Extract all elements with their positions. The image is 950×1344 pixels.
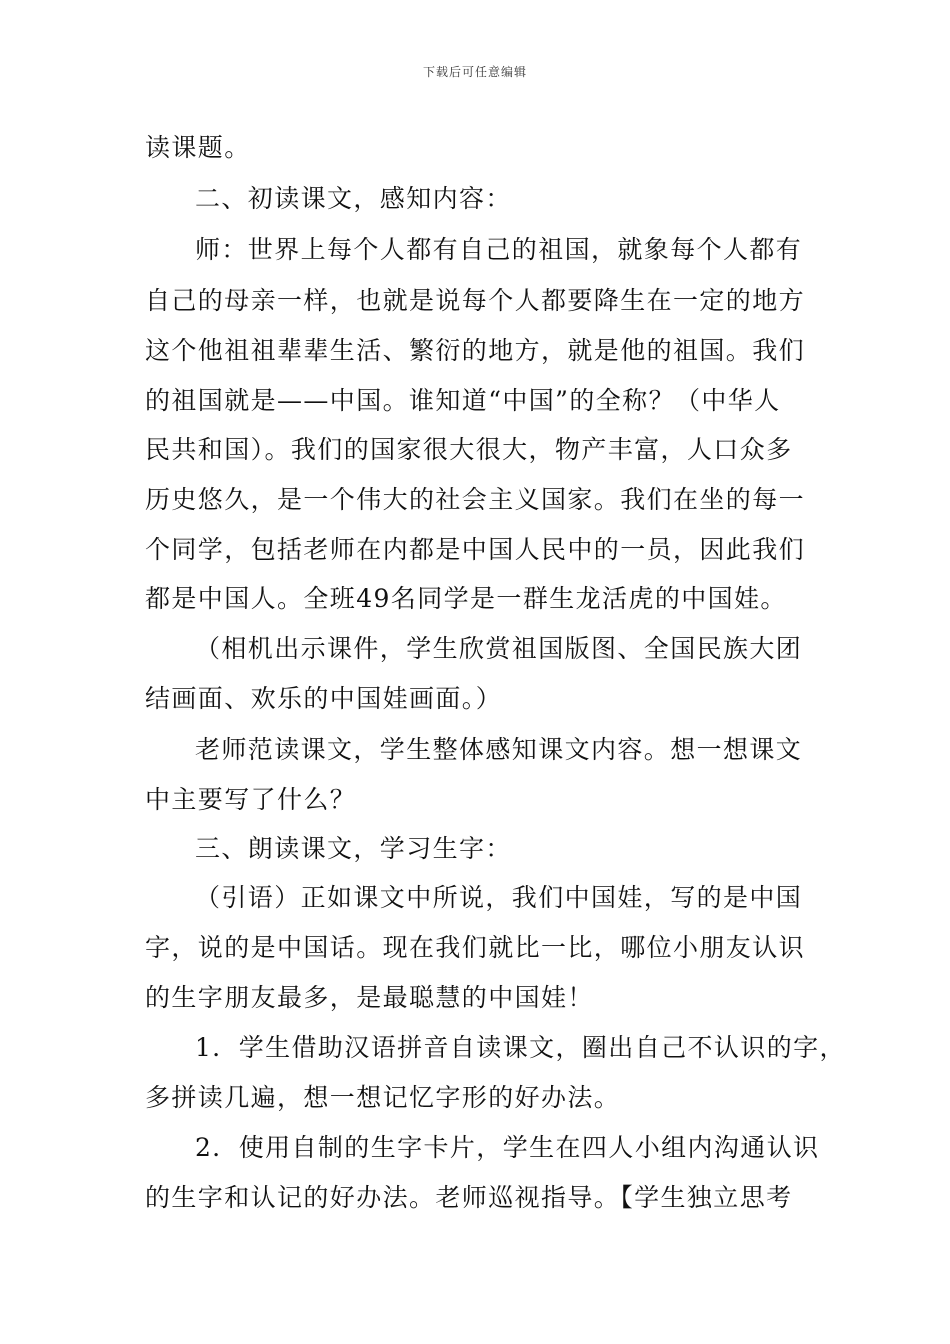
text-line: 的祖国就是——中国。谁知道“中国”的全称？（中华人: [145, 386, 781, 415]
text-line: （引语）正如课文中所说，我们中国娃，写的是中国: [195, 883, 803, 912]
text-line: 老师范读课文，学生整体感知课文内容。想一想课文: [195, 735, 803, 764]
text-line: 三、朗读课文，学习生字：: [195, 834, 512, 863]
text-line: 的生字朋友最多，是最聪慧的中国娃！: [145, 983, 594, 1012]
text-line: 自己的母亲一样，也就是说每个人都要降生在一定的地方: [145, 286, 806, 315]
text-line: 个同学，包括老师在内都是中国人民中的一员，因此我们: [145, 535, 806, 564]
text-line: 1．学生借助汉语拼音自读课文，圈出自己不认识的字，: [195, 1033, 846, 1062]
text-line: 师：世界上每个人都有自己的祖国，就象每个人都有: [195, 235, 803, 264]
page-header: 下载后可任意编辑: [422, 65, 527, 79]
text-line: 二、初读课文，感知内容：: [195, 184, 512, 213]
text-line: 的生字和认记的好办法。老师巡视指导。【学生独立思考: [145, 1183, 793, 1212]
text-line: 字，说的是中国话。现在我们就比一比，哪位小朋友认识: [145, 933, 806, 962]
text-line: 结画面、欢乐的中国娃画面。）: [145, 684, 503, 713]
text-line: （相机出示课件，学生欣赏祖国版图、全国民族大团: [195, 634, 803, 663]
text-line: 2．使用自制的生字卡片，学生在四人小组内沟通认识: [195, 1133, 820, 1162]
text-line: 民共和国）。我们的国家很大很大，物产丰富，人口众多: [145, 435, 793, 464]
text-line: 都是中国人。全班49名同学是一群生龙活虎的中国娃。: [145, 584, 787, 613]
text-line: 中主要写了什么？: [145, 785, 357, 814]
text-line: 多拼读几遍，想一想记忆字形的好办法。: [145, 1083, 621, 1112]
text-line: 这个他祖祖辈辈生活、繁衍的地方，就是他的祖国。我们: [145, 336, 806, 365]
text-line: 历史悠久，是一个伟大的社会主义国家。我们在坐的每一: [145, 485, 806, 514]
text-line: 读课题。: [145, 133, 251, 162]
